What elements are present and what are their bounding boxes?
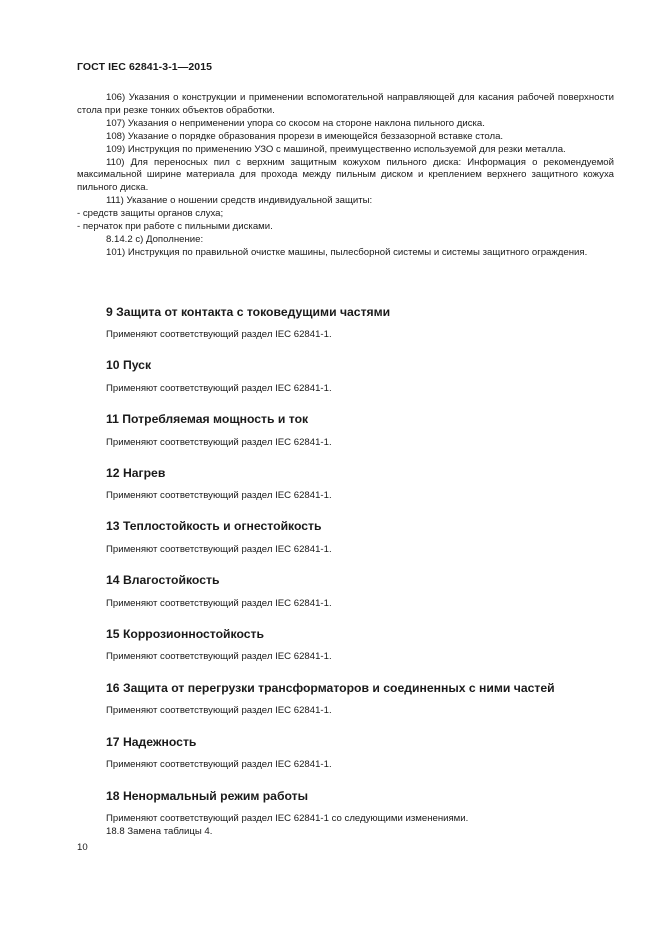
section-18-title: 18 Ненормальный режим работы bbox=[106, 789, 308, 803]
section-17-body bbox=[106, 758, 332, 771]
intro-clause-8-14-2: 8.14.2 с) Дополнение: bbox=[106, 233, 204, 245]
section-10-title: 10 Пуск bbox=[106, 358, 152, 372]
section-13-text: Применяют соответствующий раздел IEC 62841-1. bbox=[106, 544, 332, 555]
section-17-title: 17 Надежность bbox=[106, 735, 197, 749]
intro-item-109: 109) Инструкция по применению УЗО с машиной, преимущественно используемой для резки металла. bbox=[106, 143, 566, 155]
section-16-body bbox=[106, 704, 332, 717]
section-16-text: Применяют соответствующий раздел IEC 62841-1. bbox=[106, 705, 332, 716]
section-14-body bbox=[106, 597, 332, 610]
section-11-body bbox=[106, 436, 332, 449]
section-11-text: Применяют соответствующий раздел IEC 62841-1. bbox=[106, 437, 332, 448]
section-13-title: 13 Теплостойкость и огнестойкость bbox=[106, 519, 322, 533]
section-10-text: Применяют соответствующий раздел IEC 62841-1. bbox=[106, 383, 332, 394]
section-11-title: 11 Потребляемая мощность и ток bbox=[106, 412, 309, 426]
intro-item-108: 108) Указание о порядке образования прорези в имеющейся беззазорной вставке стола. bbox=[106, 130, 504, 142]
section-12-title: 12 Нагрев bbox=[106, 466, 166, 480]
section-18-body bbox=[106, 812, 468, 838]
intro-list bbox=[77, 92, 614, 260]
intro-bullet-hearing: - средств защиты органов слуха; bbox=[77, 208, 224, 220]
section-9-text: Применяют соответствующий раздел IEC 62841-1. bbox=[106, 329, 332, 340]
section-14-title: 14 Влагостойкость bbox=[106, 573, 220, 587]
section-15-text: Применяют соответствующий раздел IEC 62841-1. bbox=[106, 651, 332, 662]
section-17-text: Применяют соответствующий раздел IEC 62841-1. bbox=[106, 759, 332, 770]
section-14-text: Применяют соответствующий раздел IEC 62841-1. bbox=[106, 598, 332, 609]
intro-item-111: 111) Указание о ношении средств индивидуальной защиты: bbox=[106, 195, 373, 207]
page-number: 10 bbox=[77, 842, 88, 853]
section-12-body bbox=[106, 489, 332, 502]
section-16-title: 16 Защита от перегрузки трансформаторов и соединенных с ними частей bbox=[106, 681, 555, 695]
section-10-body bbox=[106, 382, 332, 395]
section-15-title: 15 Коррозионностойкость bbox=[106, 627, 264, 641]
section-18-8-text: 18.8 Замена таблицы 4. bbox=[106, 826, 213, 837]
section-9-title: 9 Защита от контакта с токоведущими частями bbox=[106, 305, 391, 319]
document-header: ГОСТ IEC 62841-3-1—2015 bbox=[77, 61, 213, 73]
section-13-body bbox=[106, 543, 332, 556]
intro-item-110: 110) Для переносных пил с верхним защитным кожухом пильного диска: Информация о рекомендуемой максимальной ширине материала для прохода между пильным диском и креплением верхнего защитного кожуха пильного диска. bbox=[77, 156, 614, 194]
section-12-text: Применяют соответствующий раздел IEC 62841-1. bbox=[106, 490, 332, 501]
section-9-body bbox=[106, 328, 332, 341]
intro-item-107: 107) Указания о неприменении упора со скосом на стороне наклона пильного диска. bbox=[106, 117, 485, 129]
intro-item-101: 101) Инструкция по правильной очистке машины, пылесборной системы и системы защитного ограждения. bbox=[106, 246, 588, 258]
intro-item-106: 106) Указания о конструкции и применении вспомогательной направляющей для касания рабочей поверхности стола при резке тонких объектов обработки. bbox=[77, 92, 614, 116]
section-18-text: Применяют соответствующий раздел IEC 62841-1 со следующими изменениями. bbox=[106, 813, 469, 824]
intro-bullet-gloves: - перчаток при работе с пильными дисками. bbox=[77, 221, 273, 233]
section-15-body bbox=[106, 650, 332, 663]
